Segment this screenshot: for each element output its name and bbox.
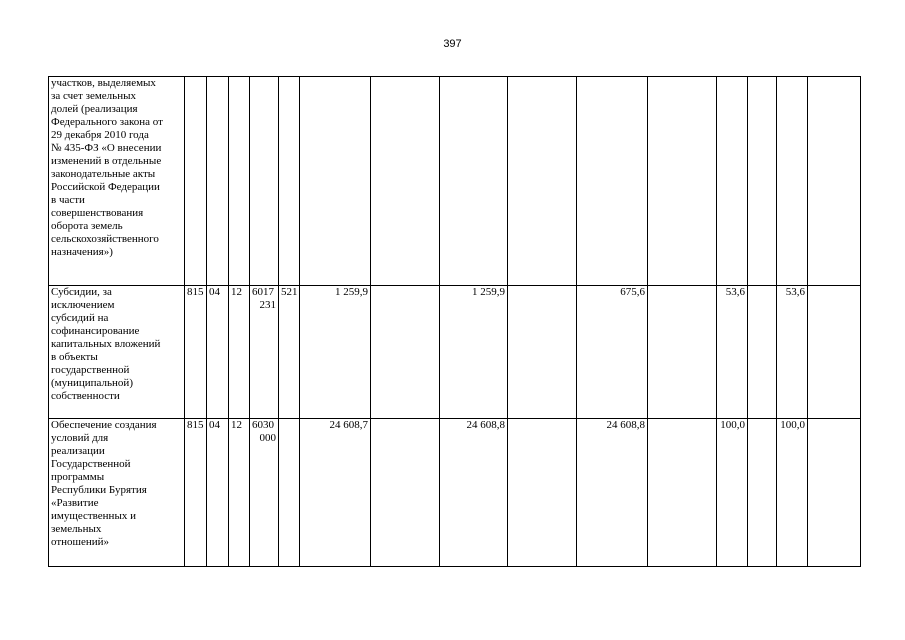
row-name-line: отношений» — [51, 536, 110, 548]
cell-text: 815 — [187, 419, 204, 431]
code-expense-type-cell — [279, 286, 300, 419]
row-name-line: в части — [51, 194, 85, 206]
code-expense-type-cell — [279, 77, 300, 286]
code-article-cell — [250, 77, 279, 286]
row-name-line: Российской Федерации — [51, 181, 160, 193]
code-admin-cell — [185, 419, 207, 567]
row-name-line: программы — [51, 471, 105, 483]
percent-4-cell — [808, 286, 861, 419]
row-name-line: «Развитие — [51, 497, 99, 509]
amount-4-cell — [508, 286, 577, 419]
percent-4-cell — [808, 77, 861, 286]
page-number: 397 — [443, 38, 462, 50]
cell-text: 12 — [231, 419, 242, 431]
row-name-line: Субсидии, за — [51, 286, 112, 298]
amount-6-cell — [648, 419, 717, 567]
percent-3-cell — [777, 77, 808, 286]
percent-1-cell — [717, 77, 748, 286]
cell-text: 24 608,7 — [329, 419, 368, 431]
table-row — [49, 286, 861, 419]
code-subsection-cell — [229, 419, 250, 567]
row-name-line: исключением — [51, 299, 115, 311]
row-name-line: Обеспечение создания — [51, 419, 157, 431]
amount-5-cell — [577, 419, 648, 567]
percent-4-cell — [808, 419, 861, 567]
cell-text: 000 — [259, 432, 276, 444]
cell-text: 04 — [209, 286, 220, 298]
amount-2-cell — [371, 286, 440, 419]
row-name-line: субсидий на — [51, 312, 109, 324]
amount-6-cell — [648, 77, 717, 286]
percent-2-cell — [748, 77, 777, 286]
amount-6-cell — [648, 286, 717, 419]
amount-3-cell — [440, 77, 508, 286]
cell-text: 24 608,8 — [606, 419, 645, 431]
cell-text: 24 608,8 — [466, 419, 505, 431]
code-article-cell — [250, 286, 279, 419]
amount-1-cell — [300, 419, 371, 567]
cell-text: 1 259,9 — [472, 286, 505, 298]
row-name-line: государственной — [51, 364, 130, 376]
percent-2-cell — [748, 419, 777, 567]
row-name-line: назначения») — [51, 246, 113, 258]
cell-text: 04 — [209, 419, 220, 431]
code-article-cell — [250, 419, 279, 567]
row-name-line: № 435-ФЗ «О внесении — [51, 142, 162, 154]
amount-2-cell — [371, 419, 440, 567]
amount-5-cell — [577, 77, 648, 286]
amount-3-cell — [440, 286, 508, 419]
amount-4-cell — [508, 419, 577, 567]
cell-text: 100,0 — [720, 419, 745, 431]
code-section-cell — [207, 77, 229, 286]
row-name-line: софинансирование — [51, 325, 140, 337]
cell-text: 815 — [187, 286, 204, 298]
row-name-line: оборота земель — [51, 220, 123, 232]
percent-2-cell — [748, 286, 777, 419]
code-admin-cell — [185, 77, 207, 286]
row-name-line: изменений в отдельные — [51, 155, 162, 167]
budget-table — [48, 76, 861, 567]
row-name-cell — [49, 77, 185, 286]
row-name-line: за счет земельных — [51, 90, 136, 102]
row-name-line: законодательные акты — [51, 168, 156, 180]
code-admin-cell — [185, 286, 207, 419]
row-name-line: Республики Бурятия — [51, 484, 147, 496]
cell-text: 1 259,9 — [335, 286, 368, 298]
code-section-cell — [207, 419, 229, 567]
percent-1-cell — [717, 419, 748, 567]
row-name-line: имущественных и — [51, 510, 136, 522]
cell-text: 675,6 — [620, 286, 645, 298]
percent-3-cell — [777, 286, 808, 419]
cell-text: 6017 — [252, 286, 274, 298]
row-name-line: реализации — [51, 445, 105, 457]
row-name-line: капитальных вложений — [51, 338, 161, 350]
amount-4-cell — [508, 77, 577, 286]
code-section-cell — [207, 286, 229, 419]
table-row — [49, 419, 861, 567]
row-name-line: Государственной — [51, 458, 131, 470]
code-expense-type-cell — [279, 419, 300, 567]
cell-text: 521 — [281, 286, 298, 298]
cell-text: 53,6 — [785, 286, 805, 298]
row-name-line: совершенствования — [51, 207, 144, 219]
amount-3-cell — [440, 419, 508, 567]
row-name-line: 29 декабря 2010 года — [51, 129, 149, 141]
cell-text: 6030 — [252, 419, 274, 431]
row-name-line: Федерального закона от — [51, 116, 163, 128]
amount-1-cell — [300, 77, 371, 286]
cell-text: 100,0 — [780, 419, 805, 431]
row-name-line: условий для — [51, 432, 109, 444]
row-name-line: (муниципальной) — [51, 377, 133, 389]
amount-2-cell — [371, 77, 440, 286]
amount-5-cell — [577, 286, 648, 419]
amount-1-cell — [300, 286, 371, 419]
percent-1-cell — [717, 286, 748, 419]
cell-text: 231 — [259, 299, 276, 311]
row-name-line: сельскохозяйственного — [51, 233, 159, 245]
row-name-line: собственности — [51, 390, 120, 402]
code-subsection-cell — [229, 286, 250, 419]
code-subsection-cell — [229, 77, 250, 286]
row-name-cell — [49, 286, 185, 419]
percent-3-cell — [777, 419, 808, 567]
row-name-cell — [49, 419, 185, 567]
cell-text: 53,6 — [725, 286, 745, 298]
cell-text: 12 — [231, 286, 242, 298]
row-name-line: долей (реализация — [51, 103, 138, 115]
row-name-line: земельных — [51, 523, 102, 535]
table-row — [49, 77, 861, 286]
row-name-line: участков, выделяемых — [51, 77, 156, 89]
row-name-line: в объекты — [51, 351, 98, 363]
